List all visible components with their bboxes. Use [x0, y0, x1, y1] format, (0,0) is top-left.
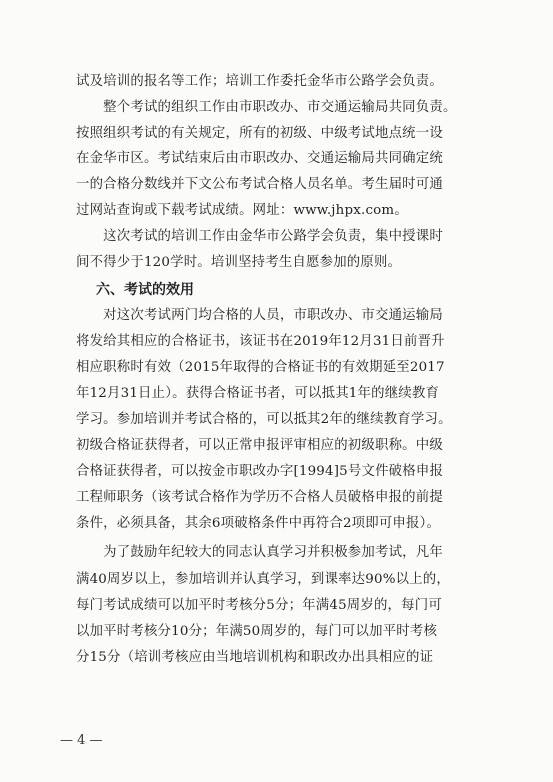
body-text-line: 年12月31日止）。获得合格证书者，可以抵其1年的继续教育 — [76, 386, 440, 401]
body-text-line: 条件，必须具备，其余6项破格条件中再符合2项即可申报）。 — [76, 516, 441, 531]
body-text-line: 学习。参加培训并考试合格的，可以抵其2年的继续教育学习。 — [76, 412, 452, 427]
body-text-line: 一的合格分数线并下文公布考试合格人员名单。考生届时可通 — [76, 177, 443, 192]
body-text-line: 工程师职务（该考试合格作为学历不合格人员破格申报的前提 — [76, 490, 443, 505]
body-text-line: 合格证获得者，可以按金市职改办字[1994]5号文件破格申报 — [76, 464, 444, 479]
body-text-line: 满40周岁以上，参加培训并认真学习，到课率达90%以上的， — [76, 572, 450, 587]
body-text-line: 试及培训的报名等工作；培训工作委托金华市公路学会负责。 — [76, 74, 443, 89]
body-text-line: 为了鼓励年纪较大的同志认真学习并积极参加考试，凡年 — [76, 545, 443, 560]
body-text-line: 整个考试的组织工作由市职改办、市交通运输局共同负责。 — [76, 100, 457, 115]
body-text-line: 这次考试的培训工作由金华市公路学会负责，集中授课时 — [76, 229, 443, 244]
body-text-line: 间不得少于120学时。培训坚持考生自愿参加的原则。 — [76, 255, 402, 270]
body-text-line: 分15分（培训考核应由当地培训机构和职改办出具相应的证 — [76, 650, 434, 665]
body-text-line: 每门考试成绩可以加平时考核分5分；年满45周岁的，每门可 — [76, 598, 442, 613]
body-text-line: 过网站查询或下载考试成绩。网址：www.jhpx.com。 — [76, 203, 408, 218]
body-text-line: 初级合格证获得者，可以正常申报评审相应的初级职称。中级 — [76, 438, 443, 453]
body-text-line: 将发给其相应的合格证书，该证书在2019年12月31日前晋升 — [76, 334, 445, 349]
body-text-line: 在金华市区。考试结束后由市职改办、交通运输局共同确定统 — [76, 151, 443, 166]
body-text-line: 相应职称时有效（2015年取得的合格证书的有效期延至2017 — [76, 360, 445, 375]
page-number: — 4 — — [60, 733, 103, 748]
body-text-line: 按照组织考试的有关规定，所有的初级、中级考试地点统一设 — [76, 126, 443, 141]
body-text-line: 以加平时考核分10分；年满50周岁的，每门可以加平时考核 — [76, 624, 438, 639]
body-text-line: 对这次考试两门均合格的人员，市职改办、市交通运输局 — [76, 308, 443, 323]
section-heading: 六、考试的效用 — [96, 282, 194, 298]
